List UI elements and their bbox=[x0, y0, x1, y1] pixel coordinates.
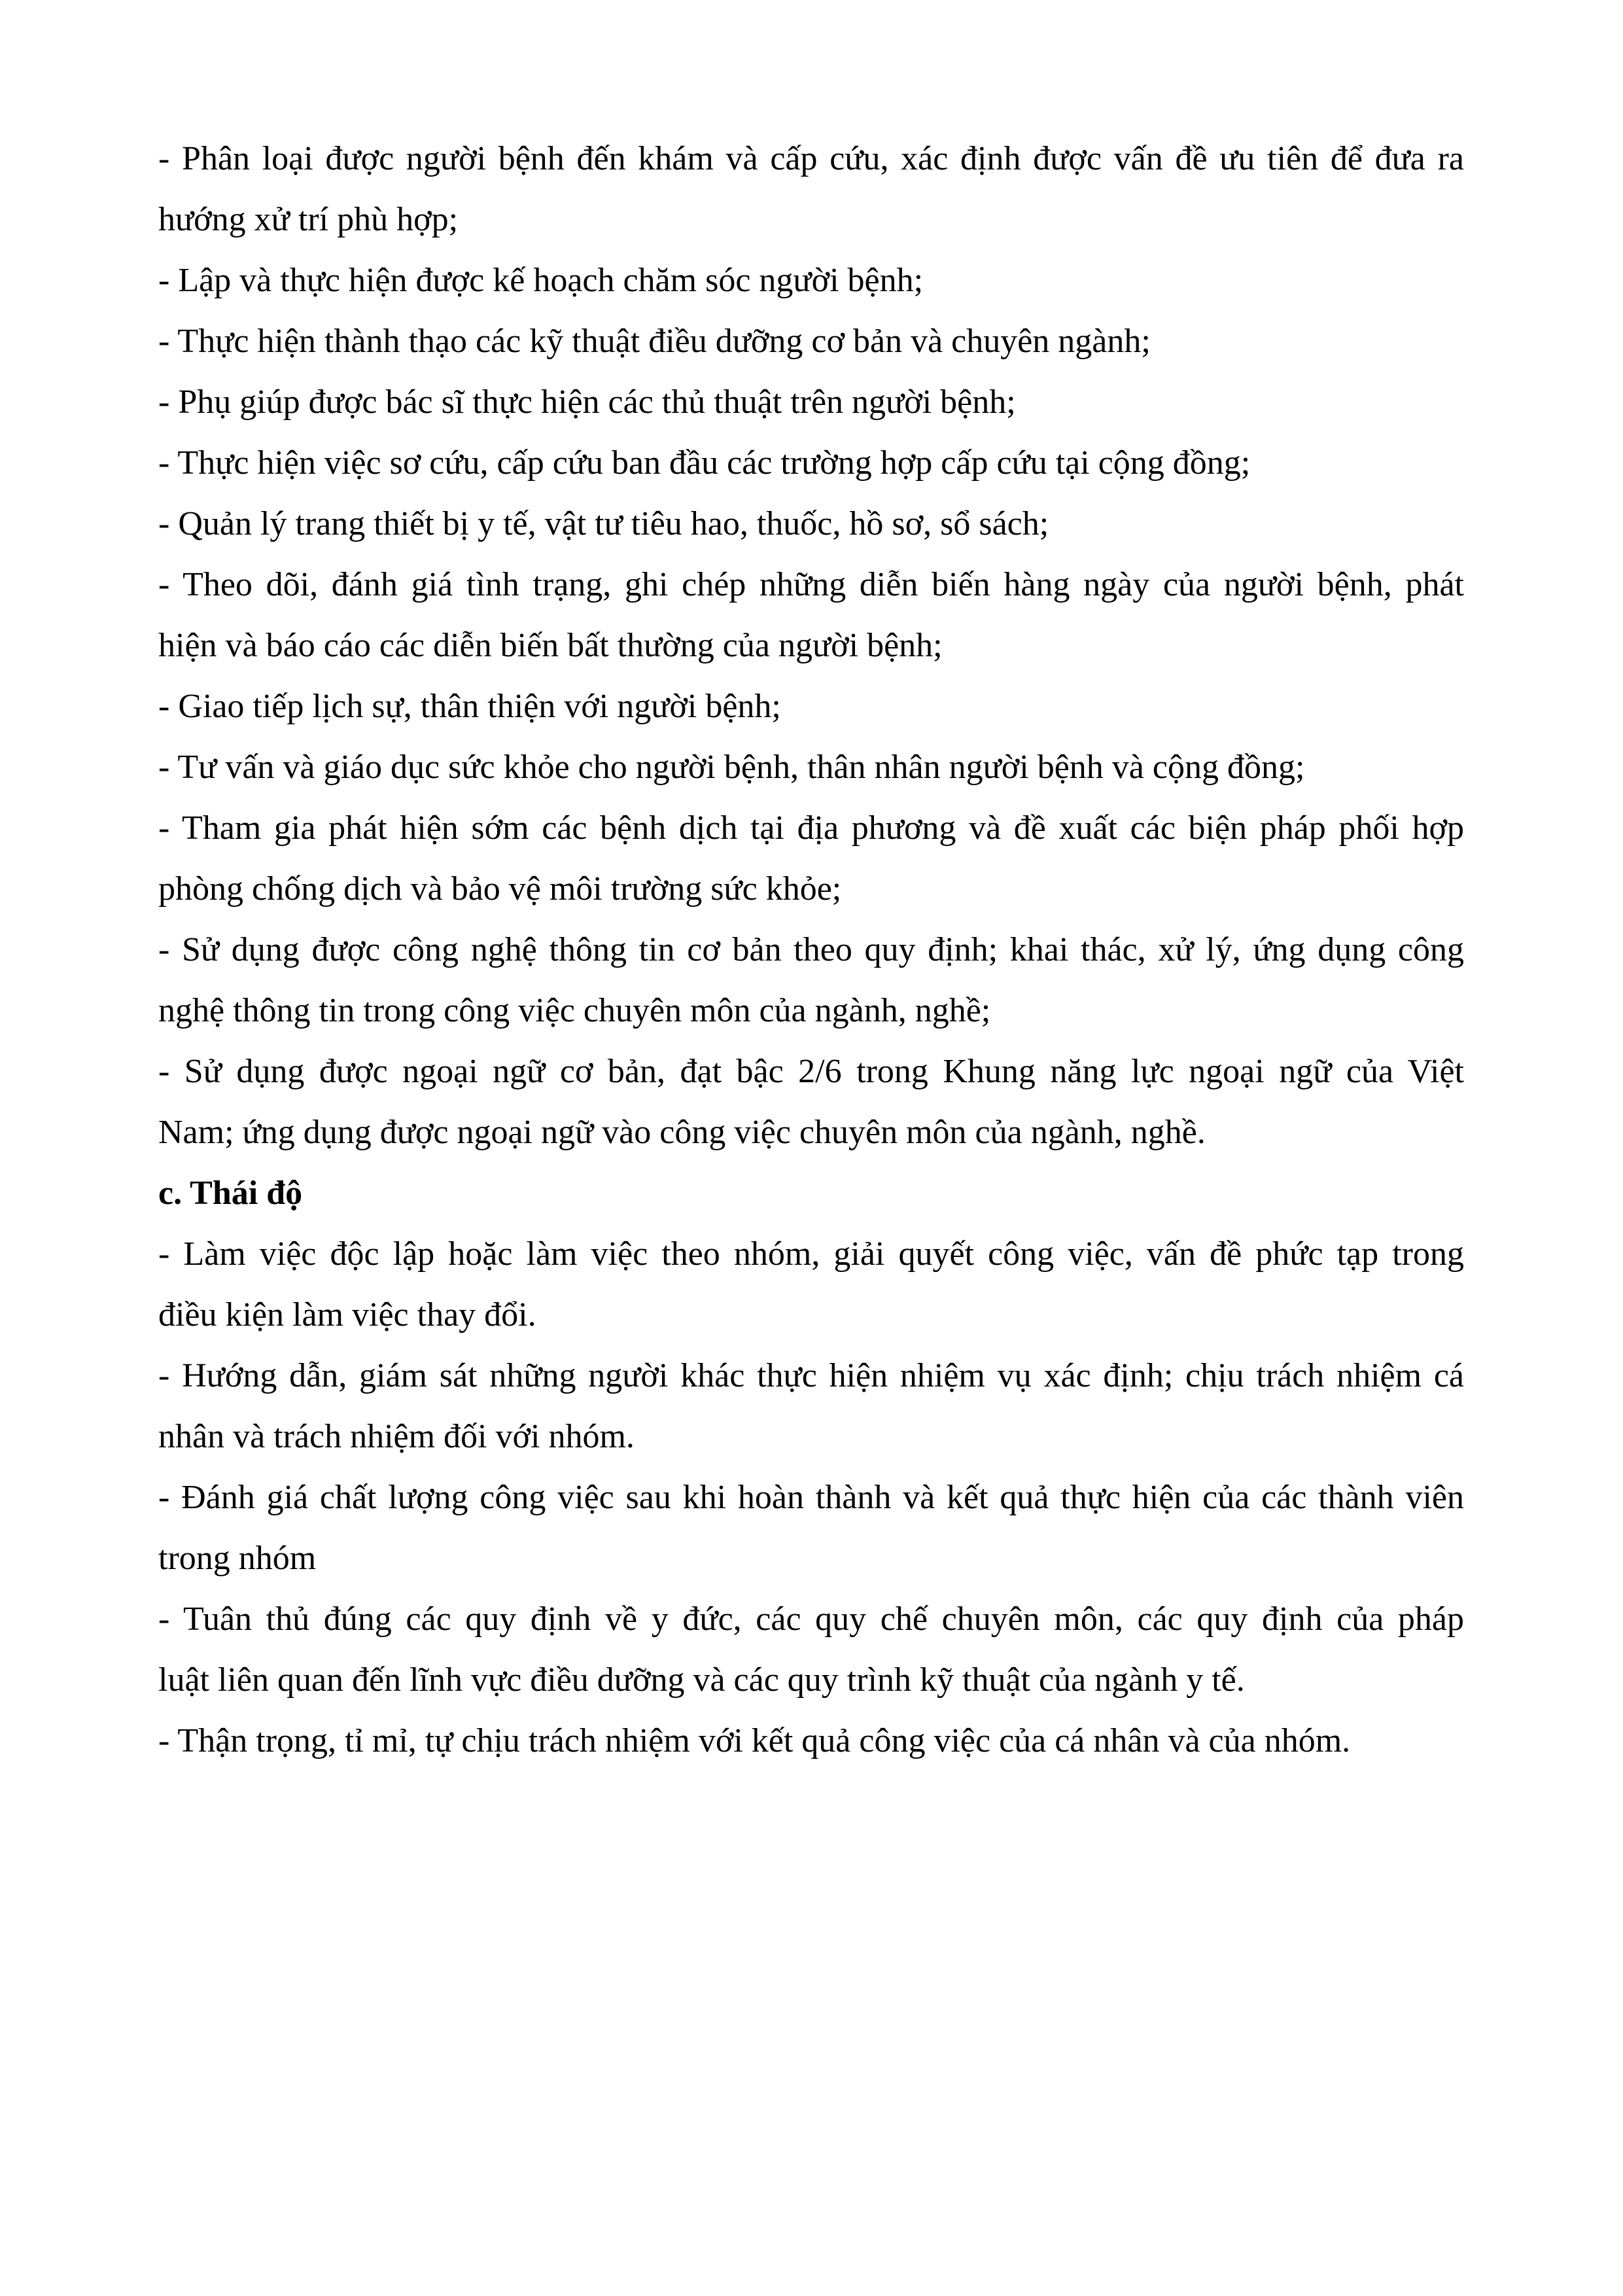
text-line: - Hướng dẫn, giám sát những người khác thực hiện nhiệm vụ xác định; chịu trách nhiệm cá bbox=[158, 1357, 1464, 1394]
text-line: - Giao tiếp lịch sự, thân thiện với người bệnh; bbox=[158, 688, 781, 725]
paragraph bbox=[158, 311, 1464, 372]
text-line: phòng chống dịch và bảo vệ môi trường sức khỏe; bbox=[158, 870, 842, 908]
paragraph bbox=[158, 1345, 1464, 1467]
paragraph bbox=[158, 1710, 1464, 1771]
text-line: - Sử dụng được ngoại ngữ cơ bản, đạt bậc 2/6 trong Khung năng lực ngoại ngữ của Việt bbox=[158, 1053, 1464, 1090]
paragraph bbox=[158, 1224, 1464, 1345]
text-line: c. Thái độ bbox=[158, 1174, 303, 1212]
paragraph bbox=[158, 493, 1464, 554]
text-line: - Quản lý trang thiết bị y tế, vật tư tiêu hao, thuốc, hồ sơ, sổ sách; bbox=[158, 505, 1049, 542]
section-heading bbox=[158, 1163, 1464, 1224]
text-line: - Phụ giúp được bác sĩ thực hiện các thủ thuật trên người bệnh; bbox=[158, 383, 1016, 421]
paragraph bbox=[158, 737, 1464, 798]
text-line: hiện và báo cáo các diễn biến bất thường của người bệnh; bbox=[158, 627, 943, 664]
paragraph bbox=[158, 676, 1464, 737]
document-body bbox=[158, 128, 1464, 1771]
text-line: - Thận trọng, tỉ mỉ, tự chịu trách nhiệm với kết quả công việc của cá nhân và của nhóm. bbox=[158, 1722, 1351, 1759]
text-line: điều kiện làm việc thay đổi. bbox=[158, 1296, 536, 1333]
paragraph bbox=[158, 554, 1464, 676]
paragraph bbox=[158, 919, 1464, 1041]
paragraph bbox=[158, 250, 1464, 311]
text-line: - Lập và thực hiện được kế hoạch chăm sóc người bệnh; bbox=[158, 262, 924, 299]
text-line: - Thực hiện việc sơ cứu, cấp cứu ban đầu các trường hợp cấp cứu tại cộng đồng; bbox=[158, 444, 1251, 482]
text-line: nhân và trách nhiệm đối với nhóm. bbox=[158, 1418, 635, 1455]
text-line: - Sử dụng được công nghệ thông tin cơ bản theo quy định; khai thác, xử lý, ứng dụng công bbox=[158, 931, 1464, 968]
text-line: - Thực hiện thành thạo các kỹ thuật điều dưỡng cơ bản và chuyên ngành; bbox=[158, 323, 1151, 360]
paragraph bbox=[158, 798, 1464, 919]
text-line: - Tư vấn và giáo dục sức khỏe cho người bệnh, thân nhân người bệnh và cộng đồng; bbox=[158, 749, 1305, 786]
text-line: - Làm việc độc lập hoặc làm việc theo nhóm, giải quyết công việc, vấn đề phức tạp trong bbox=[158, 1235, 1464, 1273]
paragraph bbox=[158, 128, 1464, 250]
text-line: luật liên quan đến lĩnh vực điều dưỡng và các quy trình kỹ thuật của ngành y tế. bbox=[158, 1661, 1245, 1699]
text-line: - Phân loại được người bệnh đến khám và cấp cứu, xác định được vấn đề ưu tiên để đưa ra bbox=[158, 140, 1464, 177]
text-line: nghệ thông tin trong công việc chuyên môn của ngành, nghề; bbox=[158, 992, 991, 1029]
text-line: - Tham gia phát hiện sớm các bệnh dịch tại địa phương và đề xuất các biện pháp phối hợp bbox=[158, 809, 1464, 847]
text-line: - Theo dõi, đánh giá tình trạng, ghi chép những diễn biến hàng ngày của người bệnh, phát bbox=[158, 566, 1464, 603]
text-line: - Tuân thủ đúng các quy định về y đức, các quy chế chuyên môn, các quy định của pháp bbox=[158, 1600, 1464, 1638]
paragraph bbox=[158, 433, 1464, 493]
paragraph bbox=[158, 1589, 1464, 1710]
paragraph bbox=[158, 1467, 1464, 1589]
paragraph bbox=[158, 372, 1464, 433]
paragraph bbox=[158, 1041, 1464, 1163]
text-line: trong nhóm bbox=[158, 1540, 317, 1577]
text-line: Nam; ứng dụng được ngoại ngữ vào công việc chuyên môn của ngành, nghề. bbox=[158, 1114, 1206, 1151]
text-line: hướng xử trí phù hợp; bbox=[158, 201, 459, 238]
text-line: - Đánh giá chất lượng công việc sau khi hoàn thành và kết quả thực hiện của các thành viên bbox=[158, 1479, 1464, 1516]
